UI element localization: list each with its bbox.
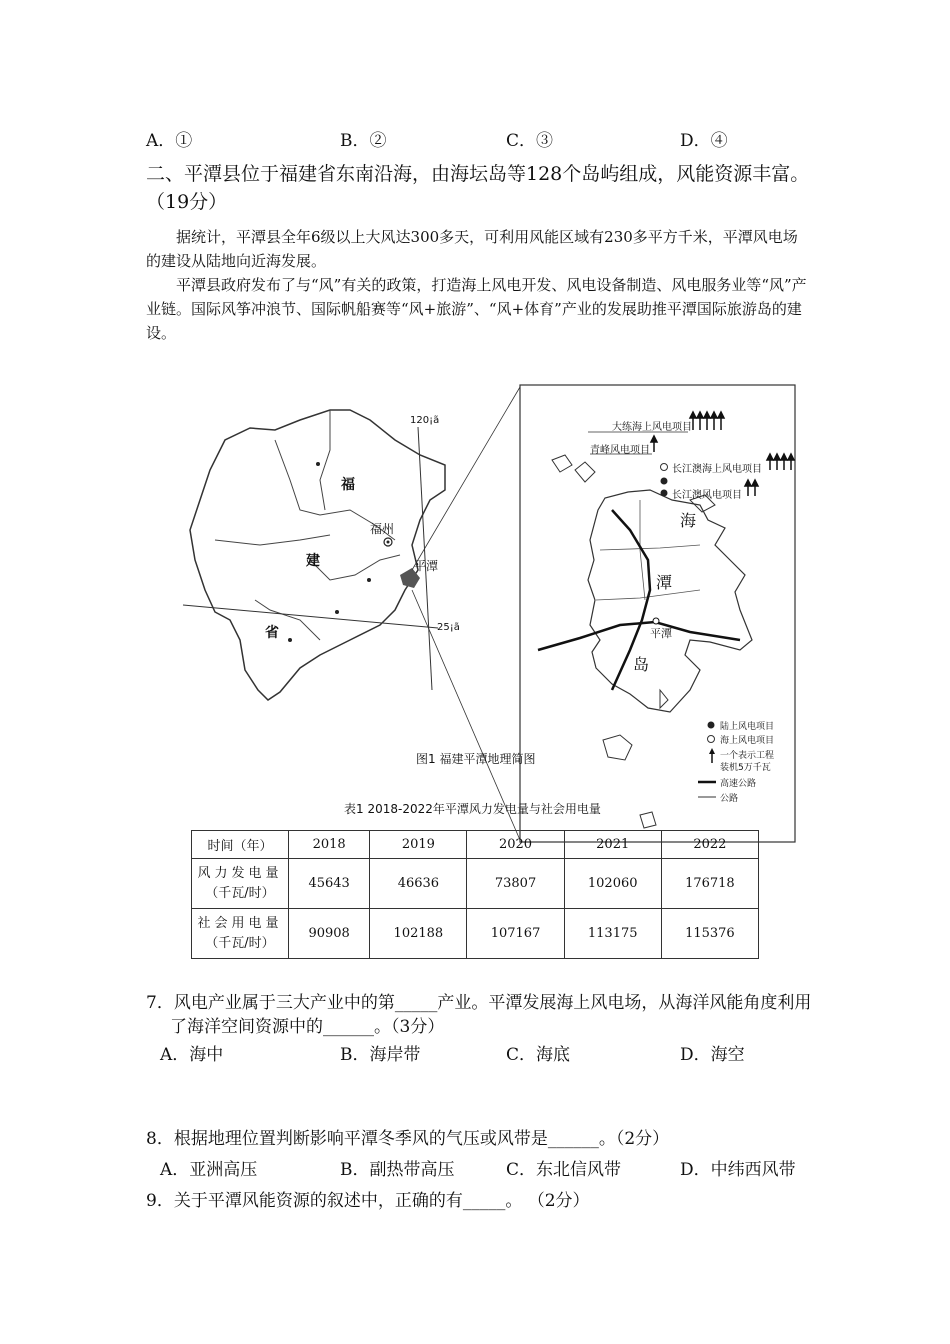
intro-paragraph-1: 据统计，平潭县全年6级以上大风达300多天，可利用风能区域有230多平方千米，平潭风电场的建设从陆地向近海发展。 bbox=[146, 228, 798, 270]
table-header-cell: 2019 bbox=[370, 831, 467, 859]
island-char-1: 海 bbox=[680, 511, 697, 530]
q7-line-1: 7．风电产业属于三大产业中的第_____产业。平潭发展海上风电场，从海洋风能角度利用 bbox=[146, 993, 812, 1013]
table-header-cell: 2021 bbox=[564, 831, 661, 859]
table-row bbox=[192, 859, 759, 909]
table-cell: 45643 bbox=[289, 859, 370, 909]
q8-option-c: C．东北信风带 bbox=[506, 1160, 622, 1180]
q7-line-2: 了海洋空间资源中的______。（3分） bbox=[170, 1017, 445, 1037]
province-char-2: 建 bbox=[306, 553, 320, 569]
intro-paragraph-2: 平潭县政府发布了与“风”有关的政策，打造海上风电开发、风电设备制造、风电服务业等“风”产业链。国际风筝冲浪节、国际帆船赛等“风+旅游”、“风+体育”产业的发展助推平潭国际旅游岛的建设。 bbox=[146, 276, 807, 342]
table-header-cell: 时间（年） bbox=[192, 831, 289, 859]
longitude-label: 120¡ã bbox=[410, 415, 440, 426]
city-fuzhou: 福州 bbox=[370, 522, 395, 536]
table-row-label bbox=[192, 909, 289, 959]
q8-option-b: B．副热带高压 bbox=[340, 1160, 455, 1180]
province-char-1: 福 bbox=[341, 477, 355, 493]
q8-option-a: A．亚洲高压 bbox=[160, 1160, 258, 1180]
table-row-label-2: （千瓦/时） bbox=[205, 885, 275, 901]
q6-option-a: A．① bbox=[146, 131, 193, 151]
table-header-row bbox=[192, 831, 759, 859]
project-changjiangao: 长江澳风电项目 bbox=[672, 490, 742, 501]
q6-option-b: B．② bbox=[340, 131, 387, 151]
table-cell: 90908 bbox=[289, 909, 370, 959]
island-char-2: 潭 bbox=[656, 573, 673, 592]
table-header-cell: 2020 bbox=[467, 831, 564, 859]
table-row bbox=[192, 909, 759, 959]
legend-arrow-2: 装机5万千瓦 bbox=[720, 763, 771, 773]
table-cell: 113175 bbox=[564, 909, 661, 959]
table-cell: 115376 bbox=[661, 909, 758, 959]
legend-offshore: 海上风电项目 bbox=[720, 736, 775, 746]
table-cell: 73807 bbox=[467, 859, 564, 909]
table-cell: 176718 bbox=[661, 859, 758, 909]
section-heading: 二、平潭县位于福建省东南沿海，由海坛岛等128个岛屿组成，风能资源丰富。（19分） bbox=[146, 163, 810, 213]
q9-line-1: 9．关于平潭风能资源的叙述中，正确的有_____。 （2分） bbox=[146, 1191, 590, 1211]
inset-pingtan-label: 平潭 bbox=[650, 627, 672, 640]
table-title: 表1 2018-2022年平潭风力发电量与社会用电量 bbox=[344, 802, 601, 816]
table-row-label-1: 社会用电量 bbox=[197, 915, 283, 931]
q7-option-a: A．海中 bbox=[160, 1045, 224, 1065]
legend-road: 公路 bbox=[720, 794, 739, 804]
figure-caption: 图1 福建平潭地理简图 bbox=[416, 752, 536, 766]
project-changjiangao-offshore: 长江澳海上风电项目 bbox=[672, 464, 762, 475]
table-row-label bbox=[192, 859, 289, 909]
table-cell: 107167 bbox=[467, 909, 564, 959]
q7-option-b: B．海岸带 bbox=[340, 1045, 421, 1065]
legend-arrow-1: 一个表示工程 bbox=[720, 751, 775, 761]
legend-onshore: 陆上风电项目 bbox=[720, 722, 775, 732]
table-header-cell: 2022 bbox=[661, 831, 758, 859]
q6-option-c: C．③ bbox=[506, 131, 554, 151]
legend-expressway: 高速公路 bbox=[720, 779, 757, 789]
q6-option-d: D．④ bbox=[680, 131, 728, 151]
table-cell: 46636 bbox=[370, 859, 467, 909]
island-char-3: 岛 bbox=[633, 655, 650, 674]
table-header-cell: 2018 bbox=[289, 831, 370, 859]
project-qingfeng: 青峰风电项目 bbox=[590, 445, 650, 456]
table-cell: 102188 bbox=[370, 909, 467, 959]
q8-option-d: D．中纬西风带 bbox=[680, 1160, 796, 1180]
q7-option-d: D．海空 bbox=[680, 1045, 745, 1065]
province-char-3: 省 bbox=[265, 625, 279, 641]
table-row-label-2: （千瓦/时） bbox=[205, 935, 275, 951]
project-dalian: 大练海上风电项目 bbox=[612, 422, 692, 433]
q7-option-c: C．海底 bbox=[506, 1045, 571, 1065]
table-row-label-1: 风力发电量 bbox=[197, 865, 283, 881]
q8-line-1: 8．根据地理位置判断影响平潭冬季风的气压或风带是______。（2分） bbox=[146, 1129, 670, 1149]
table-cell: 102060 bbox=[564, 859, 661, 909]
city-pingtan: 平潭 bbox=[414, 559, 439, 573]
latitude-label: 25¡ã bbox=[437, 622, 460, 633]
data-table bbox=[191, 830, 759, 959]
